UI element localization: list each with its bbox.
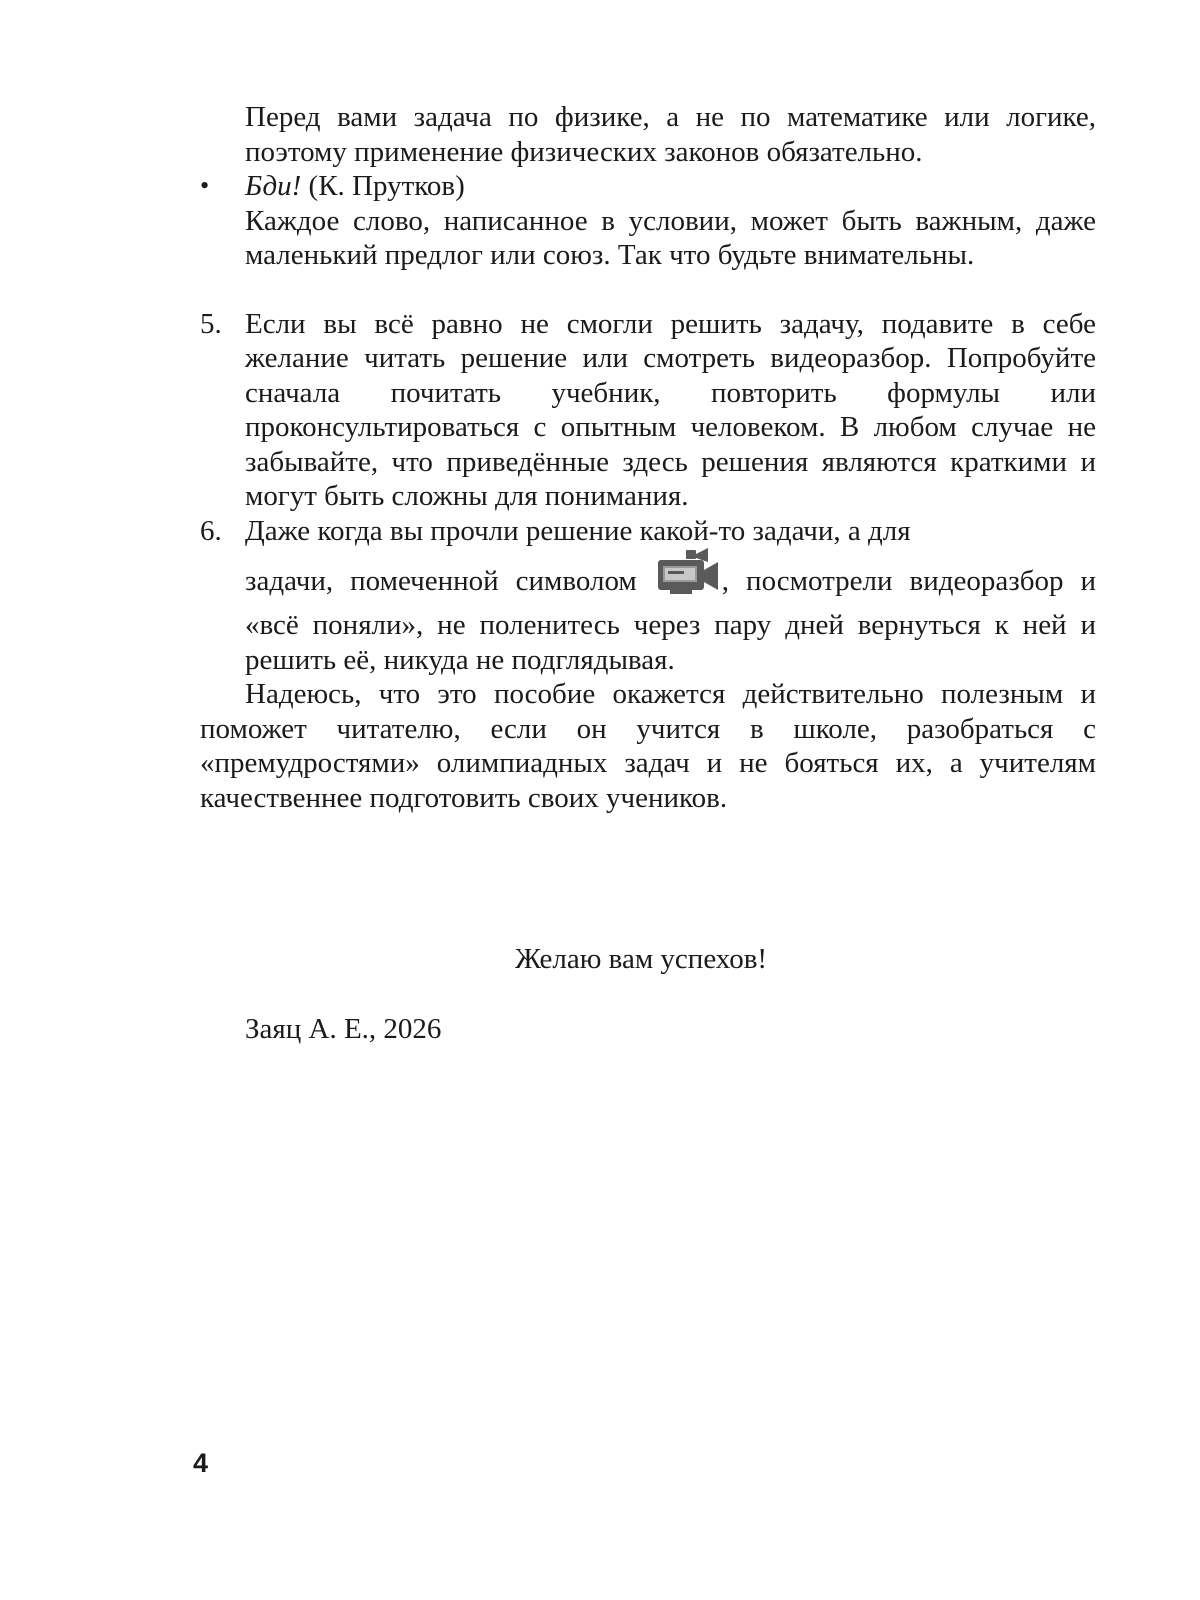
list-item-5 [200, 307, 1096, 514]
list-item-text [245, 548, 1096, 677]
list-number: 5. [200, 307, 222, 340]
signature: Заяц А. Е., 2026 [245, 1013, 442, 1045]
bullet-title-rest: (К. Прутков) [301, 170, 465, 202]
page-number: 4 [193, 1448, 209, 1478]
list-item-6 [200, 514, 1096, 678]
list-number: 6. [200, 514, 222, 547]
closing-paragraph: Надеюсь, что это пособие окажется действительно полезным и поможет читателю, если он учится в школе, разобраться с «премудростями» олимпиадных задач и не бояться их, а учителям качественнее подготовить своих учеников. [200, 678, 1096, 814]
list-item-text: Если вы всё равно не смогли решить задачу, подавите в себе желание читать решение или смотреть видеоразбор. Попробуйте сначала почитать учебник, повторить формулы или проконсультироваться с опытным человеком. В любом случае не забывайте, что приведённые здесь решения являются краткими и могут быть сложны для понимания. [245, 307, 1096, 512]
text-after-icon: , посмотрели видеоразбор и «всё поняли», не поленитесь через пару дней вернуться к ней и решить её, никуда не подглядывая. [245, 565, 1096, 676]
greeting: Желаю вам успехов! [515, 943, 768, 975]
intro-paragraph: Перед вами задача по физике, а не по математике или логике, поэтому применение физических законов обязательно. [245, 101, 1096, 168]
list-item-text-line1: Даже когда вы прочли решение какой-то задачи, а для [245, 514, 911, 547]
main-text [200, 100, 1096, 815]
bullet-text: Каждое слово, написанное в условии, может быть важным, даже маленький предлог или союз. Так что будьте внимательны. [245, 204, 1096, 271]
video-camera-icon [656, 548, 720, 596]
bullet-title [245, 169, 1096, 204]
text-before-icon: задачи, помеченной символом [245, 565, 637, 597]
bullet-marker: • [200, 171, 210, 200]
bullet-title-italic: Бди! [245, 170, 302, 202]
bullet-item [200, 169, 1096, 273]
